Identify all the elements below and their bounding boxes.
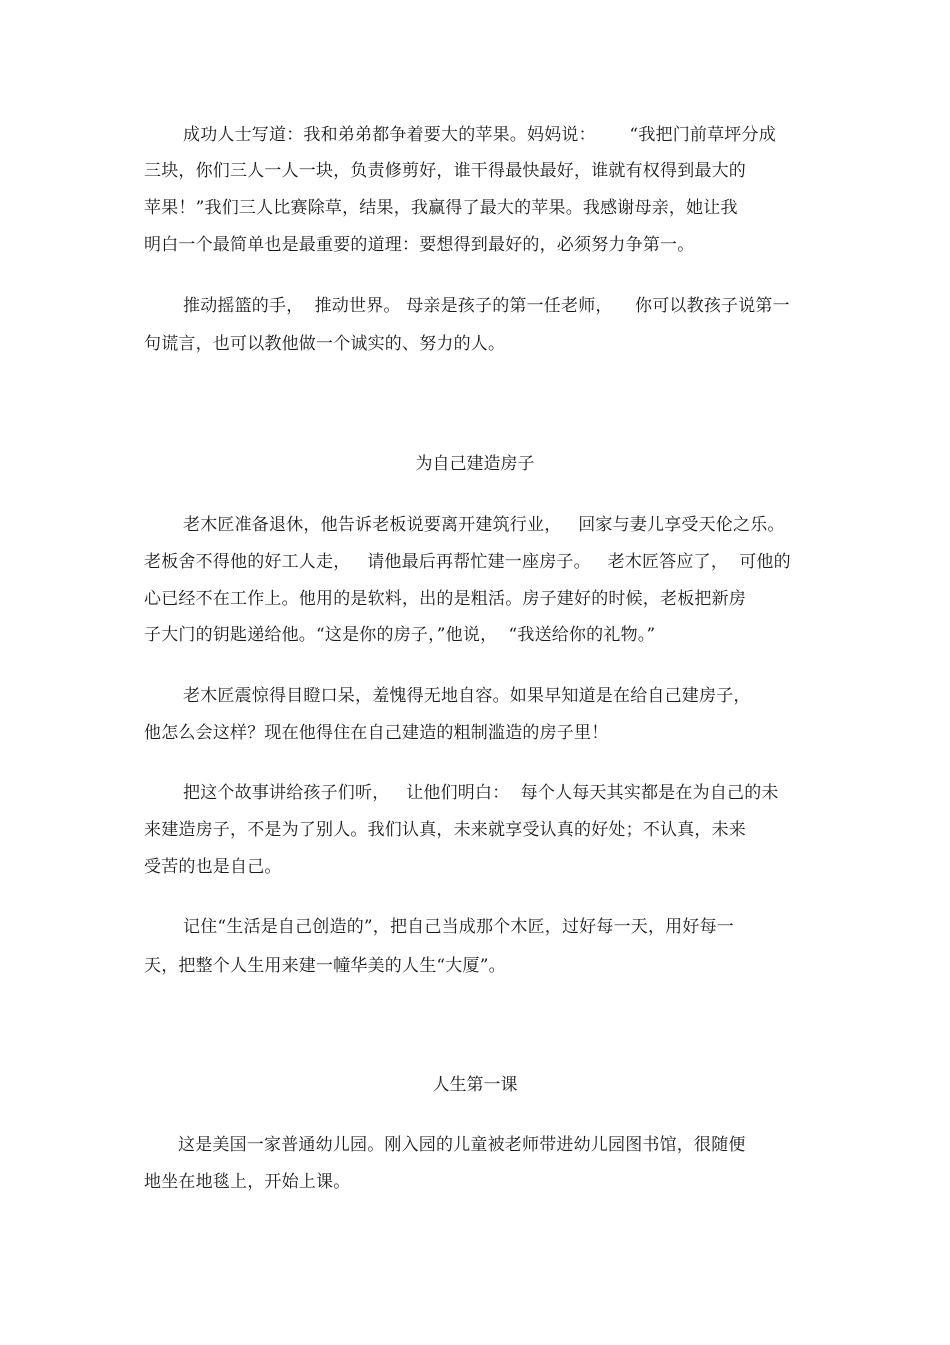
text-line: 地坐在地毯上，开始上课。 xyxy=(144,1172,351,1192)
text-line: 受苦的也是自己。 xyxy=(144,857,282,877)
text-line: 老木匠准备退休，他告诉老板说要离开建筑行业， 回家与妻儿享受天伦之乐。 xyxy=(183,515,785,535)
text-line: 把这个故事讲给孩子们听， 让他们明白： 每个人每天其实都是在为自己的未 xyxy=(183,783,779,803)
text-line: 句谎言，也可以教他做一个诚实的、努力的人。 xyxy=(144,334,506,354)
text-line: 三块，你们三人一人一块，负责修剪好，谁干得最快最好，谁就有权得到最大的 xyxy=(144,161,746,181)
text-line: 明白一个最简单也是最重要的道理：要想得到最好的，必须努力争第一。 xyxy=(144,235,695,255)
text-line: 子大门的钥匙递给他。“这是你的房子，”他说， “我送给你的礼物。” xyxy=(144,625,656,645)
text-line: 来建造房子，不是为了别人。我们认真，未来就享受认真的好处；不认真，未来 xyxy=(144,820,746,840)
text-line: 记住“生活是自己创造的”，把自己当成那个木匠，过好每一天，用好每一 xyxy=(183,917,734,937)
section-title: 为自己建造房子 xyxy=(415,454,535,474)
text-line: 老板舍不得他的好工人走， 请他最后再帮忙建一座房子。 老木匠答应了， 可他的 xyxy=(144,552,791,572)
text-line: 天，把整个人生用来建一幢华美的人生“大厦”。 xyxy=(144,956,506,976)
text-line: 他怎么会这样？现在他得住在自己建造的粗制滥造的房子里！ xyxy=(144,723,609,743)
text-line: 心已经不在工作上。他用的是软料，出的是粗活。房子建好的时候，老板把新房 xyxy=(144,589,746,609)
text-line: 推动摇篮的手， 推动世界。 母亲是孩子的第一任老师， 你可以教孩子说第一 xyxy=(183,296,790,316)
text-line: 这是美国一家普通幼儿园。刚入园的儿童被老师带进幼儿园图书馆，很随便 xyxy=(178,1135,746,1155)
text-line: 苹果！”我们三人比赛除草，结果，我赢得了最大的苹果。我感谢母亲，她让我 xyxy=(144,198,738,218)
text-line: 成功人士写道：我和弟弟都争着要大的苹果。妈妈说： “我把门前草坪分成 xyxy=(183,125,776,145)
text-line: 老木匠震惊得目瞪口呆，羞愧得无地自容。如果早知道是在给自己建房子， xyxy=(183,686,751,706)
section-title: 人生第一课 xyxy=(432,1075,518,1095)
